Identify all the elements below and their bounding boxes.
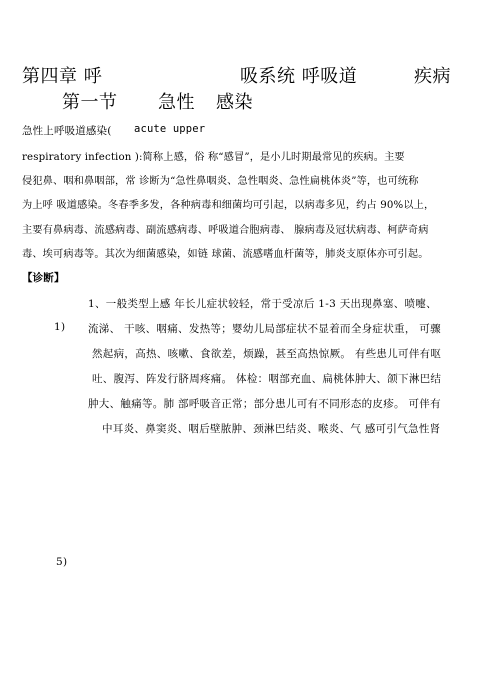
section-number: 第一节: [62, 92, 118, 113]
paragraph-line-5: 主要有鼻病毒、流感病毒、副流感病毒、呼吸道合胞病毒、 腺病毒及冠状病毒、柯萨奇病: [22, 225, 429, 236]
list-marker-5: 5): [56, 556, 68, 568]
paragraph-line-3: 侵犯鼻、咽和鼻咽部，常 诊断为“急性鼻咽炎、急性咽炎、急性扁桃体炎”等，也可统称: [22, 176, 419, 187]
list-line-2: 流涕、 干咳、咽痛、发热等；婴幼儿局部症状不显着而全身症状重， 可骤: [88, 323, 441, 335]
paragraph-line-1a: 急性上呼吸道感染(: [22, 125, 112, 137]
list-line-6: 中耳炎、鼻窦炎、咽后壁脓肿、颈淋巴结炎、喉炎、气 感可引气急性肾: [102, 423, 441, 435]
list-line-3: 然起病，高热、咳嗽、食欲差，烦躁，甚至高热惊厥。 有些患儿可伴有呕: [92, 348, 442, 360]
paragraph-line-2: respiratory infection ):简称上感，俗 称“感冒”，是小儿时期最常见的疾病。主要: [22, 152, 405, 163]
chapter-title-part3: 疾病: [414, 66, 451, 87]
section-title-a: 急性: [158, 92, 195, 113]
chapter-title: 第四章 呼: [22, 66, 103, 87]
chapter-title-part2: 吸系统 呼吸道: [240, 66, 358, 87]
paragraph-line-1b: acute upper: [134, 123, 206, 135]
list-line-5: 肿大、触痛等。肺 部呼吸音正常；部分患儿可有不同形态的皮疹。 可伴有: [88, 398, 441, 410]
section-title-b: 感染: [216, 92, 253, 113]
paragraph-line-6: 毒、埃可病毒等。其次为细菌感染，如链 球菌、流感嗜血杆菌等，肺炎支原体亦可引起。: [22, 249, 429, 260]
list-line-4: 吐、腹泻、阵发行脐周疼痛。 体检：咽部充血、扁桃体肿大、颌下淋巴结: [92, 373, 442, 385]
list-marker-1: 1): [54, 321, 66, 333]
paragraph-line-4: 为上呼 吸道感染。冬春季多发，各种病毒和细菌均可引起，以病毒多见，约占 90%以上，: [22, 200, 435, 211]
list-line-1: 1、一般类型上感 年长儿症状较轻，常于受凉后 1-3 天出现鼻塞、喷嚏、: [88, 298, 437, 310]
diagnosis-heading: 【诊断】: [22, 272, 65, 284]
